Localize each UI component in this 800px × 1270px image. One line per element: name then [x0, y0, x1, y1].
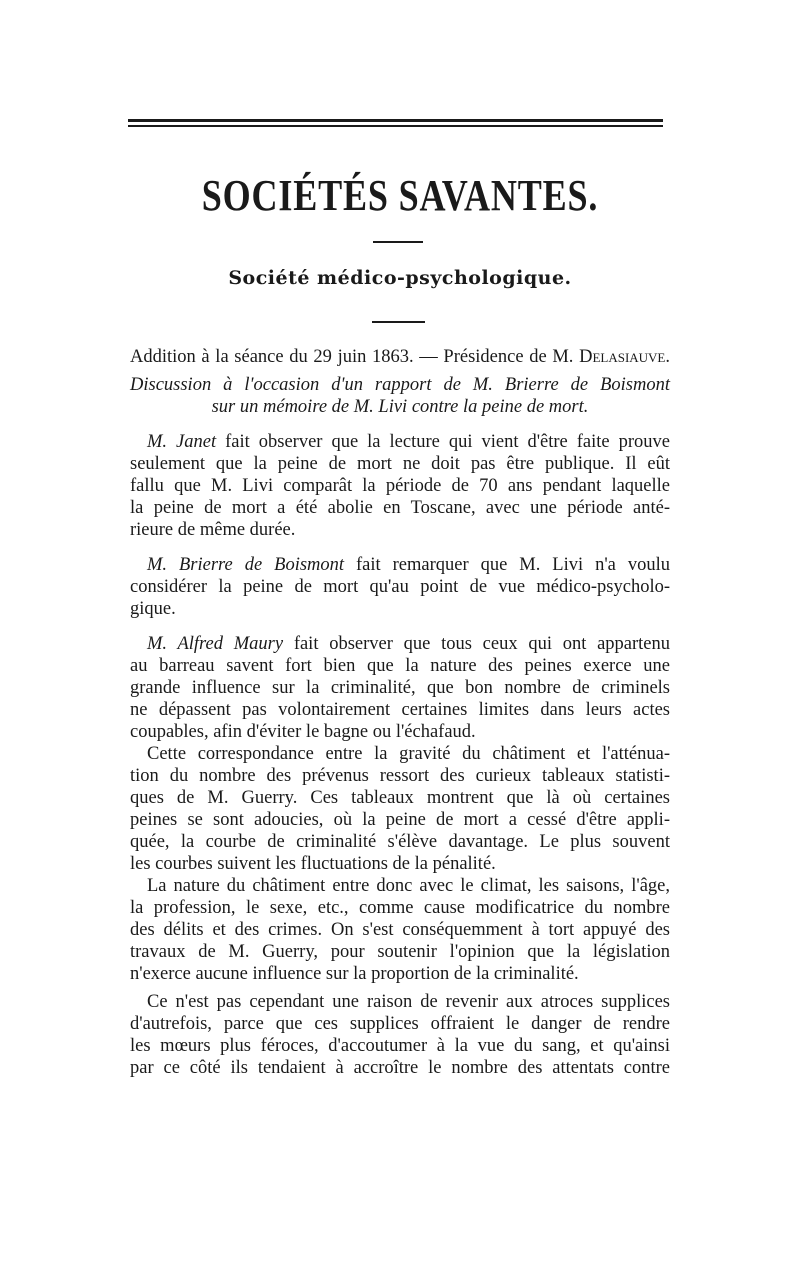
paragraph: M. Brierre de Boismont fait remarquer que M. Livi n'a voulu considérer la peine de mort qu'au point de vue médico-psycholo- gique.: [130, 555, 670, 619]
speaker: M. Janet: [147, 432, 217, 452]
discussion-heading: sur un mémoire de M. Livi contre la peine de mort.: [211, 397, 589, 417]
paragraph: M. Janet fait observer que la lecture qui vient d'être faite prouve seulement que la peine de mort ne doit pas être publique. Il eût fallu que M. Livi comparât la période de 70 ans pendant laquelle la peine de mort a été abolie en Toscane, avec une période anté- rieure de même durée.: [130, 432, 670, 540]
top-rule: [128, 119, 663, 122]
paragraph: La nature du châtiment entre donc avec le climat, les saisons, l'âge, la profession, le sexe, etc., comme cause modificatrice du nombre des délits et des crimes. On s'est conséquemment à tort appuyé des travaux de M. Guerry, pour soutenir l'opinion que la législation n'exerce aucune influence sur la proportion de la criminalité.: [130, 876, 670, 984]
discussion-heading: Discussion à l'occasion d'un rapport de M. Brierre de Boismont: [130, 375, 670, 395]
top-rule-thin: [128, 125, 663, 127]
article-body: [130, 346, 670, 1079]
speaker: M. Alfred Maury: [147, 634, 284, 654]
divider: [372, 321, 425, 323]
section-subtitle: Société médico-psychologique.: [228, 267, 572, 289]
session-line: Addition à la séance du 29 juin 1863. — Présidence de M. Delasiauve.: [130, 347, 670, 367]
paragraph: Ce n'est pas cependant une raison de revenir aux atroces supplices d'autrefois, parce que ces supplices offraient le danger de rendre les mœurs plus féroces, d'accoutumer à la vue du sang, et qu'ainsi par ce côté ils tendaient à accroître le nombre des attentats contre: [130, 992, 670, 1078]
president-name: Delasiauve.: [579, 347, 670, 367]
page-title: SOCIÉTÉS SAVANTES.: [201, 171, 599, 220]
divider: [373, 241, 423, 243]
speaker: M. Brierre de Boismont: [147, 555, 345, 575]
paragraph: M. Alfred Maury fait observer que tous ceux qui ont appartenu au barreau savent fort bien que la nature des peines exerce une grande influence sur la criminalité, que bon nombre de criminels ne dépassent pas volontairement certaines limites dans leurs actes coupables, afin d'éviter le bagne ou l'échafaud.: [130, 634, 671, 742]
paragraph: Cette correspondance entre la gravité du châtiment et l'atténua- tion du nombre des prévenus ressort des curieux tableaux statisti- ques de M. Guerry. Ces tableaux montrent que là où certaines peines se sont adoucies, où la peine de mort a cessé d'être appli- quée, la courbe de criminalité s'élève davantage. Le plus souvent les courbes suivent les fluctuations de la pénalité.: [130, 744, 670, 874]
